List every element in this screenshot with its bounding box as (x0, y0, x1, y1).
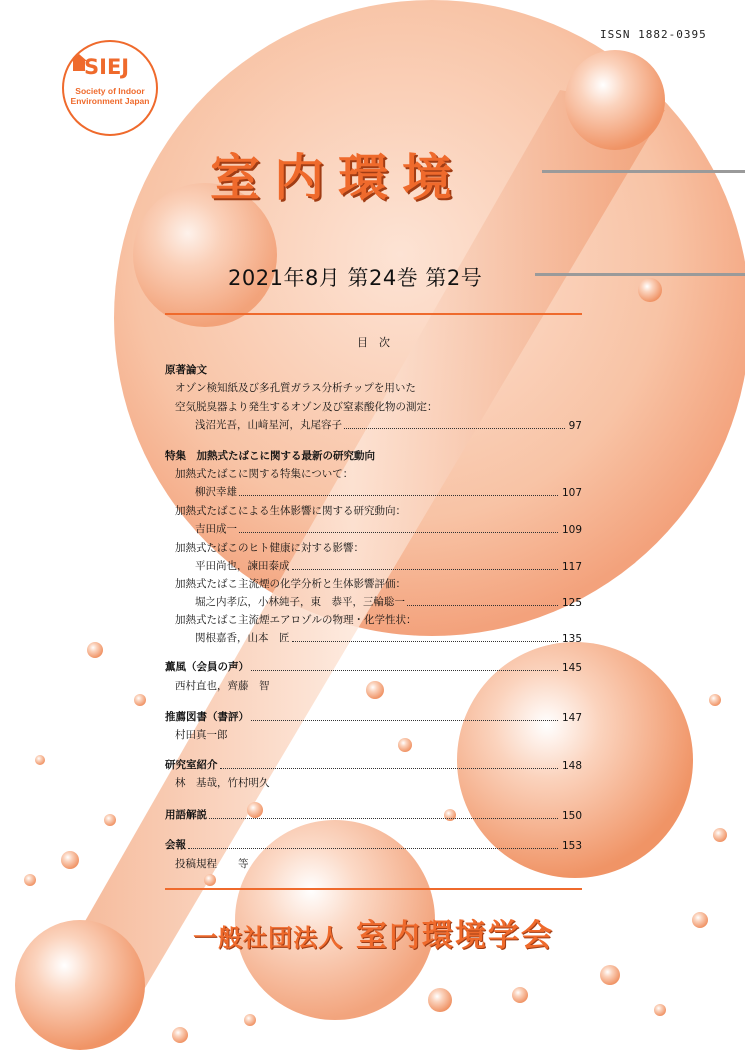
logo-mark: SIEJ (84, 55, 130, 79)
toc-entry[interactable] (195, 417, 582, 432)
toc-page: 148 (561, 760, 582, 772)
toc-article-title: 加熱式たばこのヒト健康に対する影響： (175, 542, 364, 554)
toc-page: 125 (561, 597, 582, 609)
publisher-name (165, 910, 582, 955)
siej-logo (62, 40, 158, 136)
toc-page: 150 (561, 810, 582, 822)
toc-section-bulletin: 会報 (165, 839, 186, 851)
toc-section-lab-intro: 研究室紹介 (165, 759, 218, 771)
toc-entry[interactable] (195, 630, 582, 645)
bottom-orange-rule (165, 888, 582, 890)
journal-title: 室内環境 (210, 149, 466, 207)
toc-authors: 堀之内孝広，小林純子，東 恭平，三輪聡一 (195, 596, 405, 608)
toc-section-book-review: 推薦図書（書評） (165, 711, 249, 723)
issn-number: ISSN 1882-0395 (600, 28, 707, 41)
toc-entry[interactable] (165, 709, 582, 724)
toc-authors: 平田尚也，諫田泰成 (195, 560, 290, 572)
logo-line-2: Environment Japan (70, 96, 150, 106)
toc-page: 109 (561, 524, 582, 536)
toc-section-feature: 特集 加熱式たばこに関する最新の研究動向 (165, 450, 375, 462)
publisher-society: 室内環境学会 (355, 918, 554, 954)
toc-entry[interactable] (195, 484, 582, 499)
issue-info: 2021年8月 第24巻 第2号 (228, 266, 483, 290)
toc-article-title: オゾン検知紙及び多孔質ガラス分析チップを用いた (175, 382, 416, 394)
toc-article-title: 加熱式たばこによる生体影響に関する研究動向： (175, 505, 406, 517)
toc-entry[interactable] (195, 521, 582, 536)
toc-page: 97 (568, 420, 582, 432)
toc-article-title: 加熱式たばこ主流煙エアロゾルの物理・化学性状： (175, 614, 417, 626)
toc-authors: 吉田成一 (195, 523, 237, 535)
toc-entry[interactable] (195, 594, 582, 609)
toc-authors: 柳沢幸雄 (195, 486, 237, 498)
logo-line-1: Society of Indoor (75, 86, 145, 96)
toc-entry[interactable] (165, 837, 582, 852)
toc-subitem: 投稿規程 等 (175, 858, 249, 870)
toc-page: 147 (561, 712, 582, 724)
toc-section-original-papers: 原著論文 (165, 364, 207, 376)
top-orange-rule (165, 313, 582, 315)
toc-authors: 西村直也，齊藤 智 (175, 680, 270, 692)
toc-section-kunpu: 薫風（会員の声） (165, 661, 249, 673)
toc-entry[interactable] (165, 659, 582, 674)
toc-heading: 目 次 (357, 336, 390, 349)
toc-article-title: 空気脱臭器より発生するオゾン及び窒素酸化物の測定： (175, 401, 438, 413)
issue-rule (535, 273, 745, 276)
toc-entry[interactable] (195, 558, 582, 573)
toc-entry[interactable] (165, 757, 582, 772)
publisher-prefix: 一般社団法人 (193, 924, 344, 952)
title-rule (542, 170, 745, 173)
toc-page: 135 (561, 633, 582, 645)
toc-authors: 浅沼光吾，山﨑星河，丸尾容子 (195, 419, 342, 431)
toc-authors: 関根嘉香，山本 匠 (195, 632, 290, 644)
toc-page: 145 (561, 662, 582, 674)
toc-page: 117 (561, 561, 582, 573)
toc-article-title: 加熱式たばこ主流煙の化学分析と生体影響評価： (175, 578, 406, 590)
toc-section-glossary: 用語解説 (165, 809, 207, 821)
toc-authors: 村田真一郎 (175, 729, 228, 741)
toc-article-title: 加熱式たばこに関する特集について： (175, 468, 354, 480)
toc-authors: 林 基哉，竹村明久 (175, 777, 270, 789)
toc-page: 153 (561, 840, 582, 852)
toc-entry[interactable] (165, 807, 582, 822)
toc-page: 107 (561, 487, 582, 499)
